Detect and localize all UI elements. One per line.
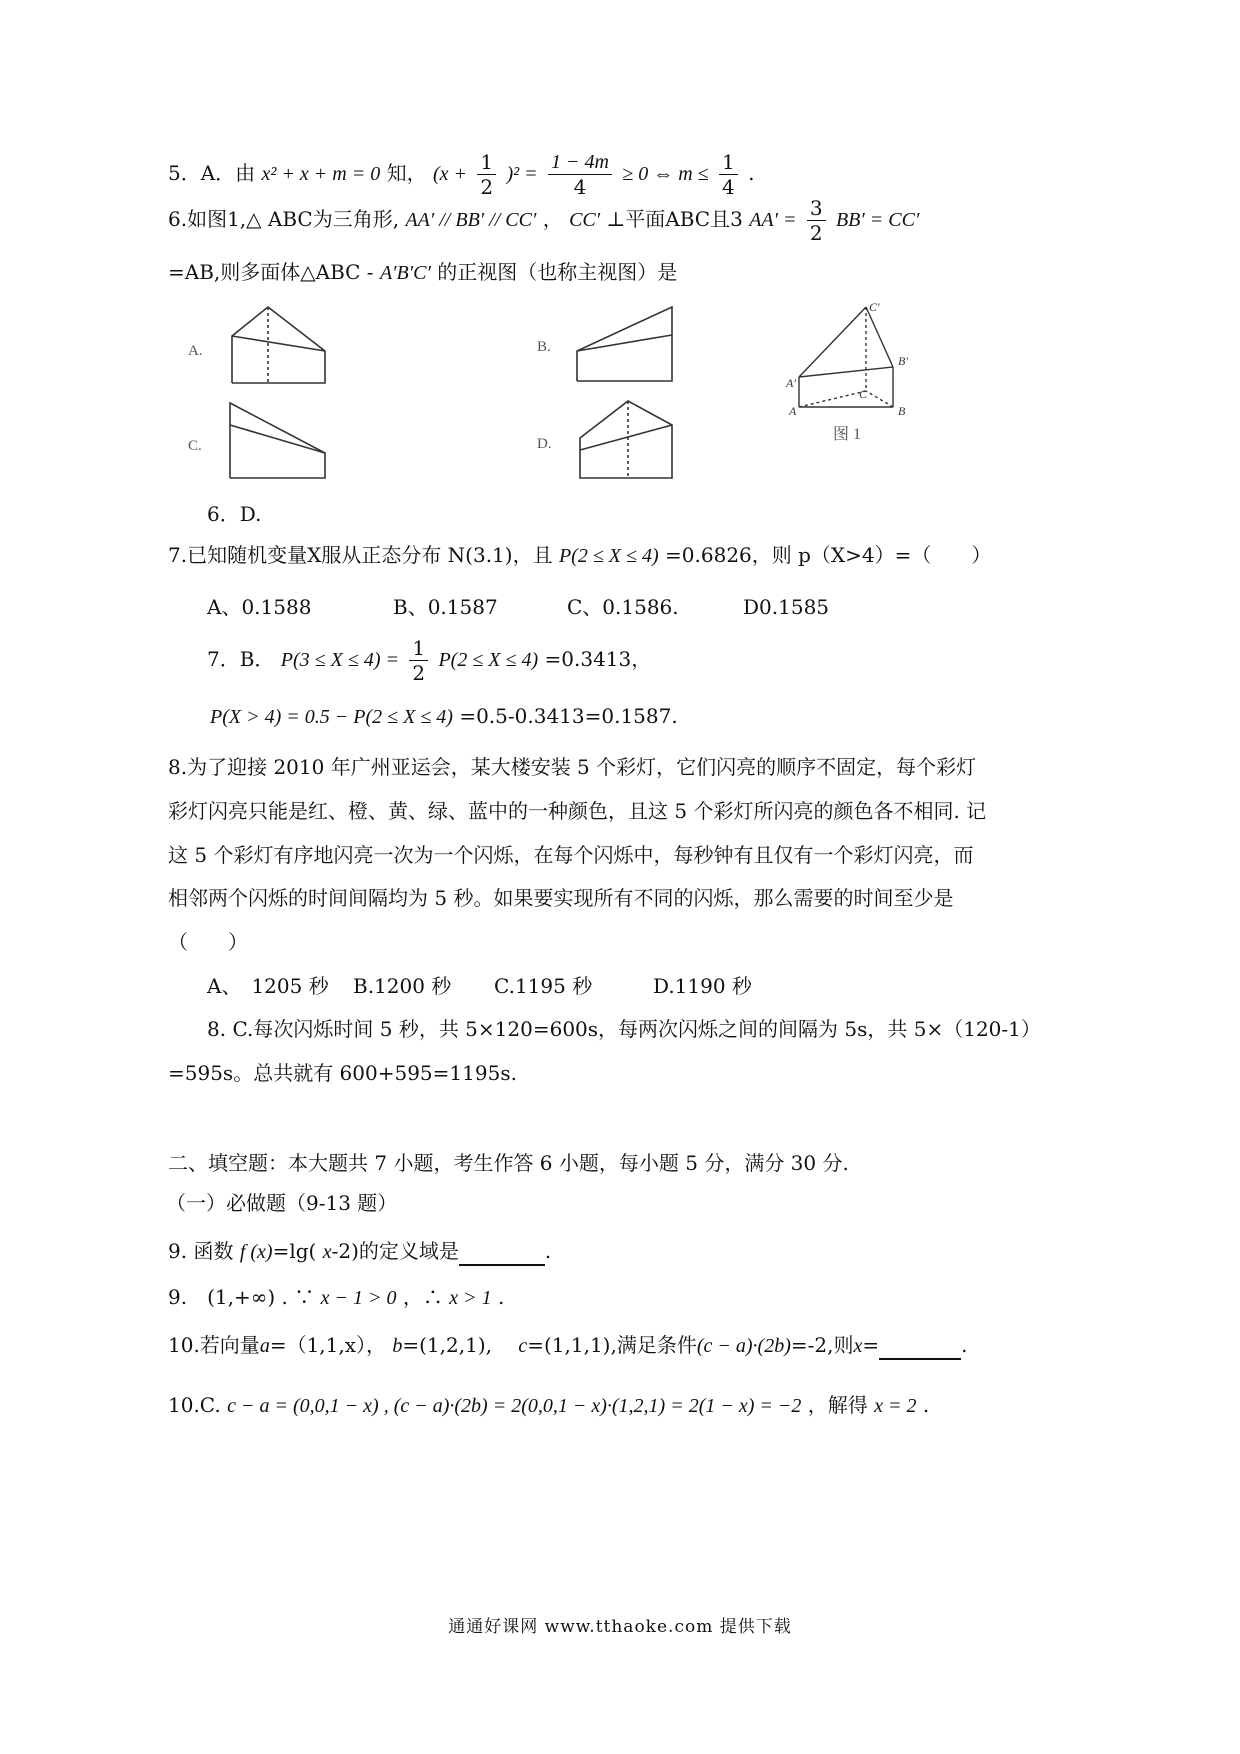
q5-ge: ≥ 0 ⇔ m ≤ (622, 163, 709, 185)
q7-ans1-d: =0.3413， (544, 647, 652, 671)
label-a-prime: A′ (786, 376, 796, 390)
q8-line5: （ ） (168, 930, 248, 954)
q6-stem-line1 (168, 196, 919, 245)
q9-ans-e: . (497, 1285, 505, 1309)
q5-q-num: 1 (719, 150, 738, 175)
q7-fraction (409, 636, 428, 685)
q9-stem-c: =lg( (272, 1239, 317, 1263)
q7-stem-a: 7.已知随机变量X服从正态分布 N(3.1)，且 (168, 543, 553, 567)
q10-condition: (c − a)·(2b) (696, 1335, 791, 1357)
q8-options (207, 972, 752, 1000)
option-b-label: B. (537, 339, 551, 355)
q8-option-d: D.1190 秒 (653, 974, 752, 998)
q7-option-c: C、0.1586. (567, 595, 679, 619)
section-2-subtitle: （一）必做题（9-13 题） (166, 1191, 398, 1215)
q7-ans1-a: 7．B． (207, 647, 275, 671)
option-c-figure (230, 403, 325, 478)
q10-stem-b: =（1,1,x）， (269, 1333, 387, 1357)
q8-option-a: A、 1205 秒 (207, 974, 329, 998)
q9-ans-a: 9. (1,+∞) . ∵ (168, 1285, 315, 1309)
q7-ans1-b: P(3 ≤ X ≤ 4) = (280, 649, 399, 671)
q5-equation: x² + x + m = 0 (261, 163, 381, 185)
option-a-figure (232, 307, 325, 383)
section-2-title: 二、填空题：本大题共 7 小题，考生作答 6 小题，每小题 5 分，满分 30 分. (168, 1151, 849, 1175)
q5-square: )² = (506, 163, 538, 185)
q6-l1g: BB′ = CC′ (835, 209, 920, 231)
q7-ans2-b: =0.5-0.3413=0.1587. (459, 704, 678, 728)
q7-stem (168, 541, 991, 570)
q6-l1e: ⊥平面ABC且3 (606, 207, 743, 231)
figure-1-caption: 图 1 (833, 426, 862, 443)
q9-ans-b: x − 1 > 0 (320, 1287, 397, 1309)
q9-stem-b: f (x) (239, 1241, 273, 1263)
q5-half-den: 2 (480, 175, 494, 199)
q6-l1f: AA′ = (749, 209, 797, 231)
q10-stem (168, 1331, 967, 1360)
q9-stem-d: x (322, 1241, 332, 1263)
q9-stem-a: 9. 函数 (168, 1239, 234, 1263)
q5-half-fraction (477, 150, 496, 199)
q9-answer-blank (459, 1264, 545, 1266)
q5-frac-den: 4 (573, 175, 587, 199)
q5-mid: 知， (386, 161, 427, 185)
q10-ans-e: . (922, 1393, 930, 1417)
q5-prefix: 5．A．由 (168, 161, 256, 185)
label-c-prime: C′ (869, 300, 880, 314)
q10-stem-c: =(1,2,1), (402, 1333, 512, 1357)
q10-answer-blank (879, 1358, 961, 1360)
q7-options (207, 593, 830, 621)
q10-stem-g: . (961, 1333, 968, 1357)
q10-ans-a: 10.C. (168, 1393, 221, 1417)
q5-main-fraction (548, 150, 612, 199)
q10-ans-b: c − a = (0,0,1 − x) , (c − a)·(2b) = 2(0,0,1 − x)·(1,2,1) = 2(1 − x) = −2 (227, 1395, 802, 1417)
q7-option-d: D0.1585 (743, 595, 830, 619)
q10-stem-f: = (862, 1333, 880, 1357)
q8-option-b: B.1200 秒 (353, 974, 452, 998)
q6-answer: 6．D. (207, 502, 262, 526)
q7-answer-line1 (207, 636, 651, 685)
figure-1-prism (799, 307, 893, 407)
q6-l1c: ， (542, 207, 563, 231)
q10-answer (168, 1391, 929, 1420)
q6-l2b: A′B′C′ (379, 262, 431, 284)
q6-f-den: 2 (809, 221, 823, 245)
q10-ans-c: ，解得 (807, 1393, 868, 1417)
q6-figures (0, 295, 1240, 515)
q7-ans2-a: P(X > 4) = 0.5 − P(2 ≤ X ≤ 4) (210, 706, 453, 728)
q8-line2: 彩灯闪亮只能是红、橙、黄、绿、蓝中的一种颜色，且这 5 个彩灯所闪亮的颜色各不相同. 记 (168, 799, 987, 823)
q10-x: x (853, 1335, 863, 1357)
q6-l2a: =AB,则多面体△ABC - (168, 260, 374, 284)
q8-answer-line1: 8. C.每次闪烁时间 5 秒，共 5×120=600s，每两次闪烁之间的间隔为 5s，共 5×（120-1） (207, 1017, 1041, 1041)
q7-answer-line2 (210, 702, 678, 731)
option-a-label: A. (188, 343, 203, 359)
q5-half-num: 1 (477, 150, 496, 175)
q6-l1a: 6.如图1,△ ABC为三角形, (168, 207, 400, 231)
q5-lhs: (x + (432, 163, 467, 185)
q9-answer (168, 1283, 504, 1312)
label-b: B (898, 404, 906, 418)
q5-quarter-fraction (719, 150, 738, 199)
option-d-figure (580, 401, 672, 478)
q7-ans1-c: P(2 ≤ X ≤ 4) (438, 649, 539, 671)
q6-fraction (807, 196, 826, 245)
q10-stem-e: =-2,则 (790, 1333, 854, 1357)
label-c: C (859, 387, 868, 401)
vector-b: b (392, 1335, 403, 1357)
q5-answer (168, 150, 754, 199)
q7-option-b: B、0.1587 (393, 595, 498, 619)
q8-option-c: C.1195 秒 (494, 974, 593, 998)
q10-stem-a: 10.若向量 (168, 1333, 260, 1357)
label-a: A (789, 404, 797, 418)
page-footer: 通通好课网 www.tthaoke.com 提供下载 (448, 1617, 792, 1637)
q8-line3: 这 5 个彩灯有序地闪亮一次为一个闪烁，在每个闪烁中，每秒钟有且仅有一个彩灯闪亮，而 (168, 843, 974, 867)
q5-q-den: 4 (722, 175, 735, 199)
option-b-figure (577, 307, 672, 381)
q9-stem-e: -2)的定义域是 (331, 1239, 459, 1263)
q7-option-a: A、0.1588 (207, 595, 312, 619)
q6-f-num: 3 (807, 196, 826, 221)
q9-ans-d: x > 1 (449, 1287, 492, 1309)
q8-line1: 8.为了迎接 2010 年广州亚运会，某大楼安装 5 个彩灯，它们闪亮的顺序不固定，每个彩灯 (168, 755, 977, 779)
q10-ans-d: x = 2 (874, 1395, 917, 1417)
q7-stem-b: P(2 ≤ X ≤ 4) (558, 545, 659, 567)
q9-stem (168, 1237, 551, 1266)
q8-line4: 相邻两个闪烁的时间间隔均为 5 秒。如果要实现所有不同的闪烁，那么需要的时间至少是 (168, 886, 954, 910)
q6-l1b: AA′ // BB′ // CC′ (405, 209, 537, 231)
q8-answer-line2: =595s。总共就有 600+595=1195s. (168, 1061, 517, 1085)
vector-c: c (518, 1335, 528, 1357)
q5-frac-num: 1 − 4m (548, 150, 612, 175)
q9-ans-c: ，∴ (402, 1285, 443, 1309)
option-d-label: D. (537, 436, 552, 452)
q6-l1d: CC′ (569, 209, 601, 231)
q6-stem-line2 (168, 258, 677, 287)
q10-stem-d: =(1,1,1),满足条件 (527, 1333, 697, 1357)
q7-f-den: 2 (412, 661, 426, 685)
option-c-label: C. (188, 438, 202, 454)
q9-stem-f: . (544, 1239, 552, 1263)
q7-stem-c: =0.6826，则 p（X>4）=（ ） (665, 543, 992, 567)
q5-end: . (748, 161, 755, 185)
q7-f-num: 1 (409, 636, 428, 661)
vector-a: a (259, 1335, 270, 1357)
q6-l2c: 的正视图（也称主视图）是 (437, 260, 678, 284)
label-b-prime: B′ (898, 354, 908, 368)
